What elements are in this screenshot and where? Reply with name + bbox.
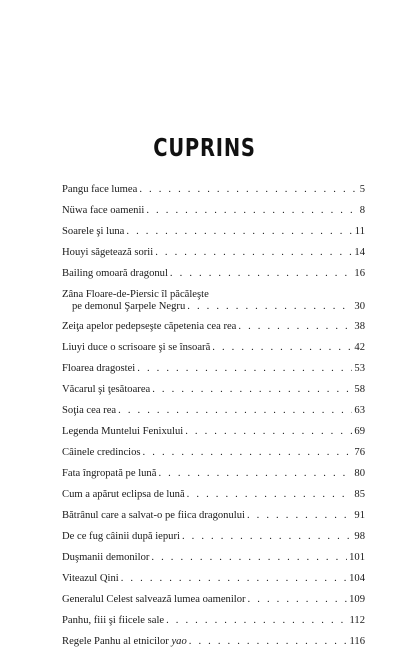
toc-entry-page: 38 xyxy=(354,321,365,332)
page-title: CUPRINS xyxy=(153,133,256,162)
toc-entry-page: 16 xyxy=(354,268,365,279)
toc-entry xyxy=(62,338,365,359)
toc-entry-title: Panhu, fiii şi fiicele sale xyxy=(62,615,165,626)
toc-entry xyxy=(62,548,365,569)
toc-entry xyxy=(62,527,365,548)
toc-entry-title: Fata îngropată pe lună xyxy=(62,468,157,479)
dot-leader xyxy=(118,405,352,417)
dot-leader xyxy=(182,531,352,543)
dot-leader xyxy=(248,594,348,606)
toc-entry-page: 58 xyxy=(354,384,365,395)
toc-entry xyxy=(62,611,365,632)
toc-entry-title xyxy=(62,636,187,648)
toc-entry-page: 101 xyxy=(349,552,365,563)
dot-leader xyxy=(139,184,357,196)
toc-entry xyxy=(62,464,365,485)
toc-entry-page: 104 xyxy=(349,573,365,584)
dot-leader xyxy=(189,636,348,648)
toc-entry xyxy=(62,264,365,285)
toc-entry xyxy=(62,506,365,527)
toc-entry xyxy=(62,201,365,222)
toc-entry-page: 98 xyxy=(354,531,365,542)
toc-entry-title-line2: pe demonul Şarpele Negru xyxy=(72,301,186,312)
table-of-contents xyxy=(62,180,365,653)
toc-entry-title: Liuyi duce o scrisoare şi se însoară xyxy=(62,342,211,353)
dot-leader xyxy=(185,426,352,438)
toc-entry-title-italic: yao xyxy=(171,636,187,647)
toc-entry xyxy=(62,359,365,380)
toc-entry-page: 5 xyxy=(359,184,365,195)
toc-entry-title: Viteazul Qini xyxy=(62,573,119,584)
toc-entry-page: 42 xyxy=(354,342,365,353)
toc-entry-page: 8 xyxy=(359,205,365,216)
toc-entry-title: Bătrânul care a salvat-o pe fiica dragonului xyxy=(62,510,245,521)
toc-entry-page: 109 xyxy=(349,594,365,605)
dot-leader xyxy=(146,205,357,217)
toc-entry-title: Houyi săgetează sorii xyxy=(62,247,154,258)
toc-entry-page: 116 xyxy=(349,636,365,647)
toc-entry-page: 14 xyxy=(354,247,365,258)
toc-entry-page: 69 xyxy=(354,426,365,437)
dot-leader xyxy=(151,552,347,564)
toc-entry xyxy=(62,285,365,317)
toc-entry-title: De ce fug câinii după iepuri xyxy=(62,531,180,542)
dot-leader xyxy=(155,247,352,259)
toc-entry-page: 53 xyxy=(354,363,365,374)
toc-entry-page: 76 xyxy=(354,447,365,458)
toc-entry-page: 30 xyxy=(354,301,365,312)
toc-entry-page: 11 xyxy=(354,226,365,237)
toc-entry-title-line1: Zâna Floare-de-Piersic îl păcăleşte xyxy=(62,289,209,300)
toc-entry-title: Duşmanii demonilor xyxy=(62,552,150,563)
dot-leader xyxy=(238,321,352,333)
toc-entry-page: 85 xyxy=(354,489,365,500)
toc-entry xyxy=(62,569,365,590)
toc-entry-title: Generalul Celest salvează lumea oamenilor xyxy=(62,594,246,605)
dot-leader xyxy=(152,384,352,396)
toc-entry xyxy=(62,632,365,653)
dot-leader xyxy=(247,510,352,522)
toc-entry-title: Floarea dragostei xyxy=(62,363,136,374)
toc-entry-title: Câinele credincios xyxy=(62,447,141,458)
toc-entry-title-main: Regele Panhu al etnicilor xyxy=(62,636,169,647)
dot-leader xyxy=(121,573,347,585)
dot-leader xyxy=(137,363,352,375)
toc-entry-title: Cum a apărut eclipsa de lună xyxy=(62,489,185,500)
toc-entry-page: 63 xyxy=(354,405,365,416)
toc-entry xyxy=(62,222,365,243)
toc-entry xyxy=(62,443,365,464)
dot-leader xyxy=(143,447,353,459)
dot-leader xyxy=(126,226,352,238)
dot-leader xyxy=(170,268,352,280)
toc-entry-page: 91 xyxy=(354,510,365,521)
toc-entry-title: Soarele şi luna xyxy=(62,226,125,237)
toc-entry xyxy=(62,422,365,443)
toc-entry xyxy=(62,401,365,422)
dot-leader xyxy=(166,615,347,627)
toc-entry xyxy=(62,380,365,401)
toc-entry-title: Soţia cea rea xyxy=(62,405,117,416)
toc-entry-title: Legenda Muntelui Fenixului xyxy=(62,426,184,437)
dot-leader xyxy=(212,342,352,354)
toc-entry-title: Pangu face lumea xyxy=(62,184,138,195)
toc-entry-page: 112 xyxy=(349,615,365,626)
dot-leader xyxy=(158,468,352,480)
toc-entry-title: Zeiţa apelor pedepseşte căpetenia cea rea xyxy=(62,321,237,332)
toc-entry-title: Bailing omoară dragonul xyxy=(62,268,168,279)
toc-entry-page: 80 xyxy=(354,468,365,479)
toc-entry xyxy=(62,243,365,264)
toc-entry-title: Nüwa face oamenii xyxy=(62,205,145,216)
toc-entry xyxy=(62,317,365,338)
toc-entry xyxy=(62,485,365,506)
dot-leader xyxy=(187,301,352,313)
toc-entry-title: Văcarul şi ţesătoarea xyxy=(62,384,151,395)
dot-leader xyxy=(187,489,353,501)
toc-entry xyxy=(62,180,365,201)
